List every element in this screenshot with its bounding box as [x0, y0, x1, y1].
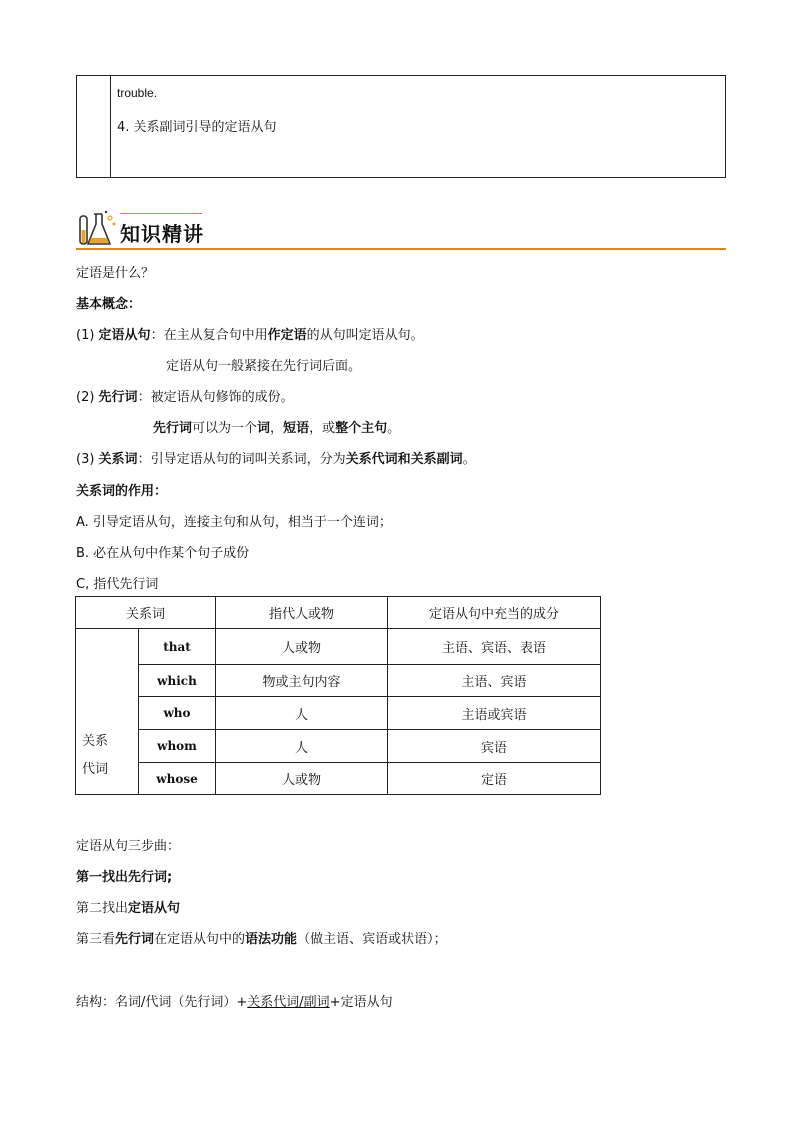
concept-2-note-b3: 词	[257, 421, 271, 436]
table-cell-refers: 人	[216, 697, 388, 730]
table-row	[76, 697, 601, 730]
section-heading	[76, 210, 726, 252]
box-divider	[110, 76, 111, 177]
table-cell-word: that	[139, 629, 216, 665]
step-3-a: 第三看	[76, 932, 116, 947]
concept-2-text-a: ：被定语从句修饰的成份。	[137, 390, 294, 405]
structure-a: 结构：名词/代词（先行词）+	[76, 995, 248, 1010]
concept-3-num: (3)	[76, 452, 99, 467]
section-title: 知识精讲	[120, 222, 204, 246]
steps-title: 定语从句三步曲：	[76, 839, 181, 854]
box-text-trouble: trouble.	[117, 86, 158, 100]
table-row	[76, 730, 601, 763]
concept-2-note-b7: 整个主句	[335, 421, 388, 436]
concept-2-note-b5: 短语	[283, 421, 310, 436]
table-header-cell: 关系词	[76, 597, 216, 629]
role-c: C, 指代先行词	[76, 577, 159, 592]
table-cell-role: 主语、宾语	[388, 665, 601, 697]
step-1-c: ;	[167, 870, 173, 885]
concept-1-text-b: 作定语	[267, 328, 307, 343]
table-cell-word: who	[139, 697, 216, 730]
table-header-row	[76, 597, 601, 629]
table-cell-refers: 人或物	[216, 763, 388, 795]
table-cell-role: 定语	[388, 763, 601, 795]
concept-2-term: 先行词	[98, 390, 138, 405]
table-cell-refers: 人或物	[216, 629, 388, 665]
role-title: 关系词的作用：	[76, 484, 168, 499]
basic-concepts-title: 基本概念：	[76, 297, 142, 312]
table-row	[76, 665, 601, 697]
concept-3-text-b: 关系代词和关系副词	[345, 452, 463, 467]
table-cell-refers: 人	[216, 730, 388, 763]
structure-b: 关系代词/副词	[247, 995, 330, 1010]
table-cell-word: whose	[139, 763, 216, 795]
concept-1-note: 定语从句一般紧接在先行词后面。	[166, 359, 362, 374]
concept-2-note-b8: 。	[387, 421, 401, 436]
group-label-line: 代词	[82, 762, 109, 777]
step-1-a: 第一找出	[76, 870, 129, 885]
table-cell-refers: 物或主句内容	[216, 665, 388, 697]
lab-flask-icon	[76, 210, 118, 248]
group-label-cell	[76, 629, 139, 795]
table-cell-word: which	[139, 665, 216, 697]
table-cell-word: whom	[139, 730, 216, 763]
table-header-cell: 定语从句中充当的成分	[388, 597, 601, 629]
concept-2-num: (2)	[76, 390, 99, 405]
concept-3-term: 关系词	[98, 452, 138, 467]
table-row	[76, 763, 601, 795]
step-1-b: 先行词	[128, 870, 168, 885]
step-2-b: 定语从句	[128, 901, 181, 916]
step-3-e: （做主语、宾语或状语）；	[297, 932, 447, 947]
table-cell-role: 宾语	[388, 730, 601, 763]
heading-top-rule	[120, 213, 202, 214]
concept-2-note-b1: 先行词	[153, 421, 193, 436]
concept-3-text-a: ：引导定语从句的词叫关系词，分为	[137, 452, 346, 467]
step-3-b: 先行词	[115, 932, 155, 947]
role-b: B. 必在从句中作某个句子成份	[76, 546, 250, 561]
concept-1	[76, 324, 424, 343]
concept-2-note-b6: ，或	[309, 421, 336, 436]
table-row	[76, 629, 601, 665]
heading-bottom-rule	[76, 248, 726, 250]
table-cell-role: 主语、宾语、表语	[388, 629, 601, 665]
concept-1-text-a: ：在主从复合句中用	[150, 328, 268, 343]
concept-1-num: (1)	[76, 328, 99, 343]
role-a: A. 引导定语从句，连接主句和从句，相当于一个连词；	[76, 515, 392, 530]
relative-pronoun-table	[75, 596, 601, 795]
concept-2-note	[153, 417, 400, 436]
concept-2-note-b4: ，	[270, 421, 284, 436]
group-label-line: 关系	[82, 734, 109, 749]
box-text-item-4: 4. 关系副词引导的定语从句	[117, 120, 277, 135]
concept-1-term: 定语从句	[98, 328, 151, 343]
continuation-box	[76, 75, 726, 178]
table-header-cell: 指代人或物	[216, 597, 388, 629]
step-1	[76, 866, 172, 885]
table-cell-role: 主语或宾语	[388, 697, 601, 730]
structure-line	[76, 991, 393, 1010]
concept-3	[76, 448, 476, 467]
step-3-c: 在定语从句中的	[154, 932, 246, 947]
step-3	[76, 928, 447, 947]
question-line: 定语是什么？	[76, 266, 155, 281]
concept-3-text-c: 。	[462, 452, 476, 467]
concept-2	[76, 386, 294, 405]
step-2-a: 第二找出	[76, 901, 129, 916]
step-2	[76, 897, 180, 916]
step-3-d: 语法功能	[245, 932, 298, 947]
concept-1-text-c: 的从句叫定语从句。	[306, 328, 424, 343]
concept-2-note-b2: 可以为一个	[192, 421, 258, 436]
structure-c: +定语从句	[329, 995, 393, 1010]
